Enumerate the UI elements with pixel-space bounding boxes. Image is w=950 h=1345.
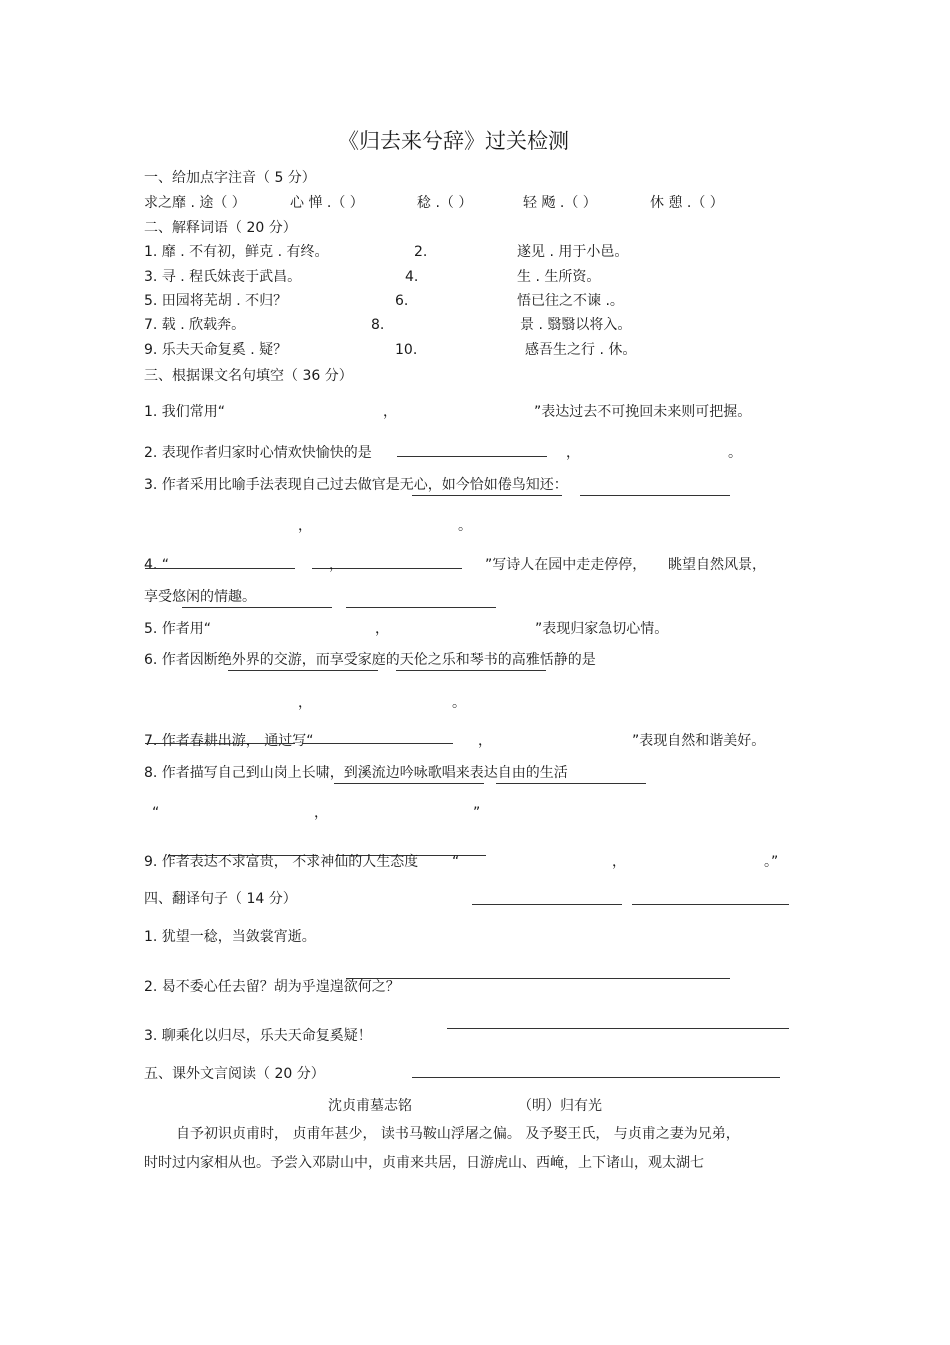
vocab-item-number: 4. <box>405 269 419 285</box>
pinyin-item: 稔 .（ ） <box>417 195 473 211</box>
article-title: 沈贞甫墓志铭 <box>328 1098 412 1114</box>
vocab-item: 遂见 . 用于小邑。 <box>517 244 629 260</box>
comma: ， <box>612 854 626 870</box>
comma: ， <box>478 733 492 749</box>
section-1-heading: 一、给加点字注音（ 5 分） <box>144 170 316 186</box>
vocab-item: 感吾生之行 . 休。 <box>525 342 637 358</box>
answer-blank <box>447 1028 789 1029</box>
section-5-heading: 五、课外文言阅读（ 20 分） <box>144 1066 325 1082</box>
section-4-heading: 四、翻译句子（ 14 分） <box>144 891 297 907</box>
comma: ， <box>329 557 343 573</box>
period: 。 <box>452 695 466 711</box>
fill-question-5-end: ”表现归家急切心情。 <box>535 621 669 637</box>
quote-open: “ <box>452 854 460 870</box>
pinyin-item: 求之靡 . 途（ ） <box>144 195 246 211</box>
fill-question-4: 4. “ <box>144 557 170 573</box>
translate-question-2: 2. 曷不委心任去留？胡为乎遑遑欲何之？ <box>144 979 400 995</box>
fill-question-8: 8. 作者描写自己到山岗上长啸，到溪流边吟咏歌唱来表达自由的生活 <box>144 765 568 781</box>
answer-blank <box>346 607 496 608</box>
answer-blank <box>472 904 622 905</box>
vocab-item-number: 10. <box>395 342 418 358</box>
vocab-item: 景 . 翳翳以将入。 <box>520 317 632 333</box>
vocab-item: 3. 寻 . 程氏妹丧于武昌。 <box>144 269 302 285</box>
fill-question-5: 5. 作者用“ <box>144 621 212 637</box>
pinyin-item: 休 憩 .（ ） <box>650 195 724 211</box>
answer-blank <box>632 904 789 905</box>
vocab-item-number: 2. <box>414 244 428 260</box>
fill-question-4-mid: ”写诗人在园中走走停停， <box>485 557 647 573</box>
answer-blank <box>412 495 562 496</box>
answer-blank <box>182 607 332 608</box>
period: 。 <box>458 518 472 534</box>
answer-blank <box>397 456 547 457</box>
quote-close: ” <box>473 805 481 821</box>
pinyin-item: 心 惮 .（ ） <box>290 195 364 211</box>
answer-blank <box>580 495 730 496</box>
pinyin-item: 轻 飏 .（ ） <box>523 195 597 211</box>
comma: ， <box>566 445 580 461</box>
answer-blank <box>303 743 453 744</box>
fill-question-1-end: ”表达过去不可挽回未来则可把握。 <box>534 404 752 420</box>
article-author: （明）归有光 <box>518 1098 602 1114</box>
comma: ， <box>314 805 328 821</box>
page-title: 《归去来兮辞》过关检测 <box>338 129 569 153</box>
translate-question-3: 3. 聊乘化以归尽，乐夫天命复奚疑！ <box>144 1028 372 1044</box>
fill-question-2: 2. 表现作者归家时心情欢快愉快的是 <box>144 445 372 461</box>
article-paragraph: 自予初识贞甫时， 贞甫年甚少， 读书马鞍山浮屠之偏。 及予娶王氏， 与贞甫之妻为兄弟， <box>176 1126 740 1142</box>
fill-question-1: 1. 我们常用“ <box>144 404 226 420</box>
fill-question-9: 9. 作者表达不求富贵， 不求神仙的人生态度 <box>144 854 419 870</box>
answer-blank <box>496 783 646 784</box>
fill-question-6: 6. 作者因断绝外界的交游，而享受家庭的天伦之乐和琴书的高雅恬静的是 <box>144 652 596 668</box>
vocab-item: 9. 乐夫天命复奚 . 疑？ <box>144 342 288 358</box>
quote-close: 。” <box>764 854 779 870</box>
article-paragraph: 时时过内家相从也。予尝入邓尉山中，贞甫来共居，日游虎山、西崦，上下诸山，观太湖七 <box>144 1155 704 1171</box>
fill-question-3: 3. 作者采用比喻手法表现自己过去做官是无心，如今恰如倦鸟知还： <box>144 477 568 493</box>
fill-question-4-tail: 享受悠闲的情趣。 <box>144 589 256 605</box>
answer-blank <box>412 1077 780 1078</box>
comma: ， <box>375 621 389 637</box>
period: 。 <box>728 445 742 461</box>
vocab-item: 7. 载 . 欣载奔。 <box>144 317 246 333</box>
fill-question-7-end: ”表现自然和谐美好。 <box>632 733 766 749</box>
answer-blank <box>145 743 295 744</box>
comma: ， <box>298 518 312 534</box>
section-3-heading: 三、根据课文名句填空（ 36 分） <box>144 368 353 384</box>
section-2-heading: 二、解释词语（ 20 分） <box>144 220 297 236</box>
vocab-item: 5. 田园将芜胡 . 不归？ <box>144 293 288 309</box>
vocab-item-number: 8. <box>371 317 385 333</box>
answer-blank <box>145 568 295 569</box>
answer-blank <box>396 670 546 671</box>
vocab-item: 悟已往之不谏 .。 <box>517 293 624 309</box>
answer-blank <box>346 978 730 979</box>
translate-question-1: 1. 犹望一稔，当敛裳宵逝。 <box>144 929 316 945</box>
fill-question-7: 7. 作者春耕出游， 通过写“ <box>144 733 314 749</box>
comma: ， <box>298 695 312 711</box>
fill-question-4-end: 眺望自然风景， <box>668 557 766 573</box>
vocab-item: 生 . 生所资。 <box>517 269 601 285</box>
quote-open: “ <box>152 805 160 821</box>
vocab-item-number: 6. <box>395 293 409 309</box>
answer-blank <box>228 670 378 671</box>
vocab-item: 1. 靡 . 不有初，鲜克 . 有终。 <box>144 244 329 260</box>
comma: ， <box>383 404 397 420</box>
answer-blank <box>334 783 484 784</box>
